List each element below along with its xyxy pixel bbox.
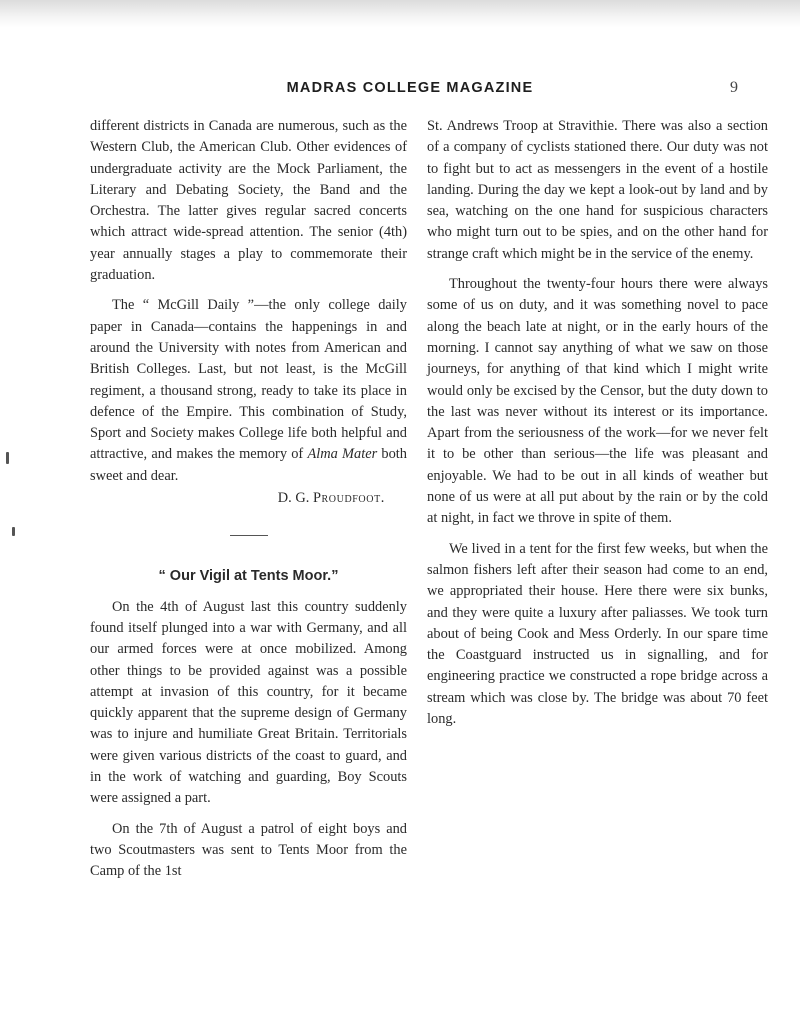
author-initials: D. G. (277, 490, 313, 507)
paragraph: St. Andrews Troop at Stravithie. There was also a section of a company of cyclists stationed there. Our duty was not to fight but to act as messengers in the event of a hostile landing. During the day we kept a look-out by land and by sea, watching on the one hand for suspicious characters who might turn out to be spies, and on the other hand for strange craft which might be in the service of the enemy. (427, 118, 768, 262)
paragraph (90, 295, 407, 487)
paragraph-text: both sweet and dear. (90, 446, 407, 484)
article-title: “ Our Vigil at Tents Moor.” (158, 568, 339, 585)
section-divider (230, 535, 268, 536)
left-column (90, 116, 407, 883)
right-column (427, 116, 768, 730)
paragraph: different districts in Canada are numerous, such as the Western Club, the American Club. Other evidences of undergraduate activity are the Mock Parliament, the Literary and Debating Society, the Band and the Orchestra. The latter gives regular sacred concerts which attract wide-spread attention. The senior (4th) year annually stages a play to commemorate their graduation. (90, 118, 407, 284)
author-signature (90, 488, 407, 509)
page-number: 9 (730, 79, 738, 96)
margin-mark (12, 527, 15, 536)
paragraph: We lived in a tent for the first few weeks, but when the salmon fishers left after their season had come to an end, we appropriated their house. Here there were six bunks, and they were quite a luxury after paliasses. We took turn about of being Cook and Mess Orderly. In our spare time the Coastguard instructed us in signalling, and for engineering practice we constructed a rope bridge across a stream which was close by. The bridge was about 70 feet long. (427, 540, 768, 728)
author-surname: Proudfoot. (312, 490, 385, 507)
paragraph-text: The “ McGill Daily ”—the only college daily paper in Canada—contains the happenings in and around the University with notes from American and British Colleges. Last, but not least, is the McGill regiment, a thousand strong, ready to take its place in defence of the Empire. This combination of Study, Sport and Society makes College life both helpful and attractive, and makes the memory of (90, 297, 407, 463)
scan-top-edge (0, 0, 800, 28)
paragraph: On the 4th of August last this country suddenly found itself plunged into a war with Germany, and all our armed forces were at once mobilized. Among other things to be provided against was a possible attempt at invasion of this country, for it became quickly apparent that the supreme design of Germany was to injure and humiliate Great Britain. Territorials were given various districts of the coast to guard, and in the work of watching and guarding, Boy Scouts were assigned a part. (90, 598, 407, 807)
page-header (90, 80, 750, 104)
paragraph: On the 7th of August a patrol of eight boys and two Scoutmasters was sent to Tents Moor from the Camp of the 1st (90, 820, 407, 880)
magazine-title: MADRAS COLLEGE MAGAZINE (286, 80, 534, 96)
paragraph: Throughout the twenty-four hours there were always some of us on duty, and it was something novel to pace along the beach late at night, or in the early hours of the morning. I cannot say anything of what we saw on those journeys, for anything of that kind which I might write would only be excised by the Censor, but the duty down to the last was never without its interest or its importance. Apart from the seriousness of the work—for we never felt it to be other than serious—the life was pleasant and enjoyable. We had to be out in all kinds of weather but none of us were at all put about by the rain or by the cold at night, in fact we throve in spite of them. (427, 276, 768, 527)
margin-mark (6, 452, 9, 464)
italic-phrase: Alma Mater (307, 446, 378, 463)
